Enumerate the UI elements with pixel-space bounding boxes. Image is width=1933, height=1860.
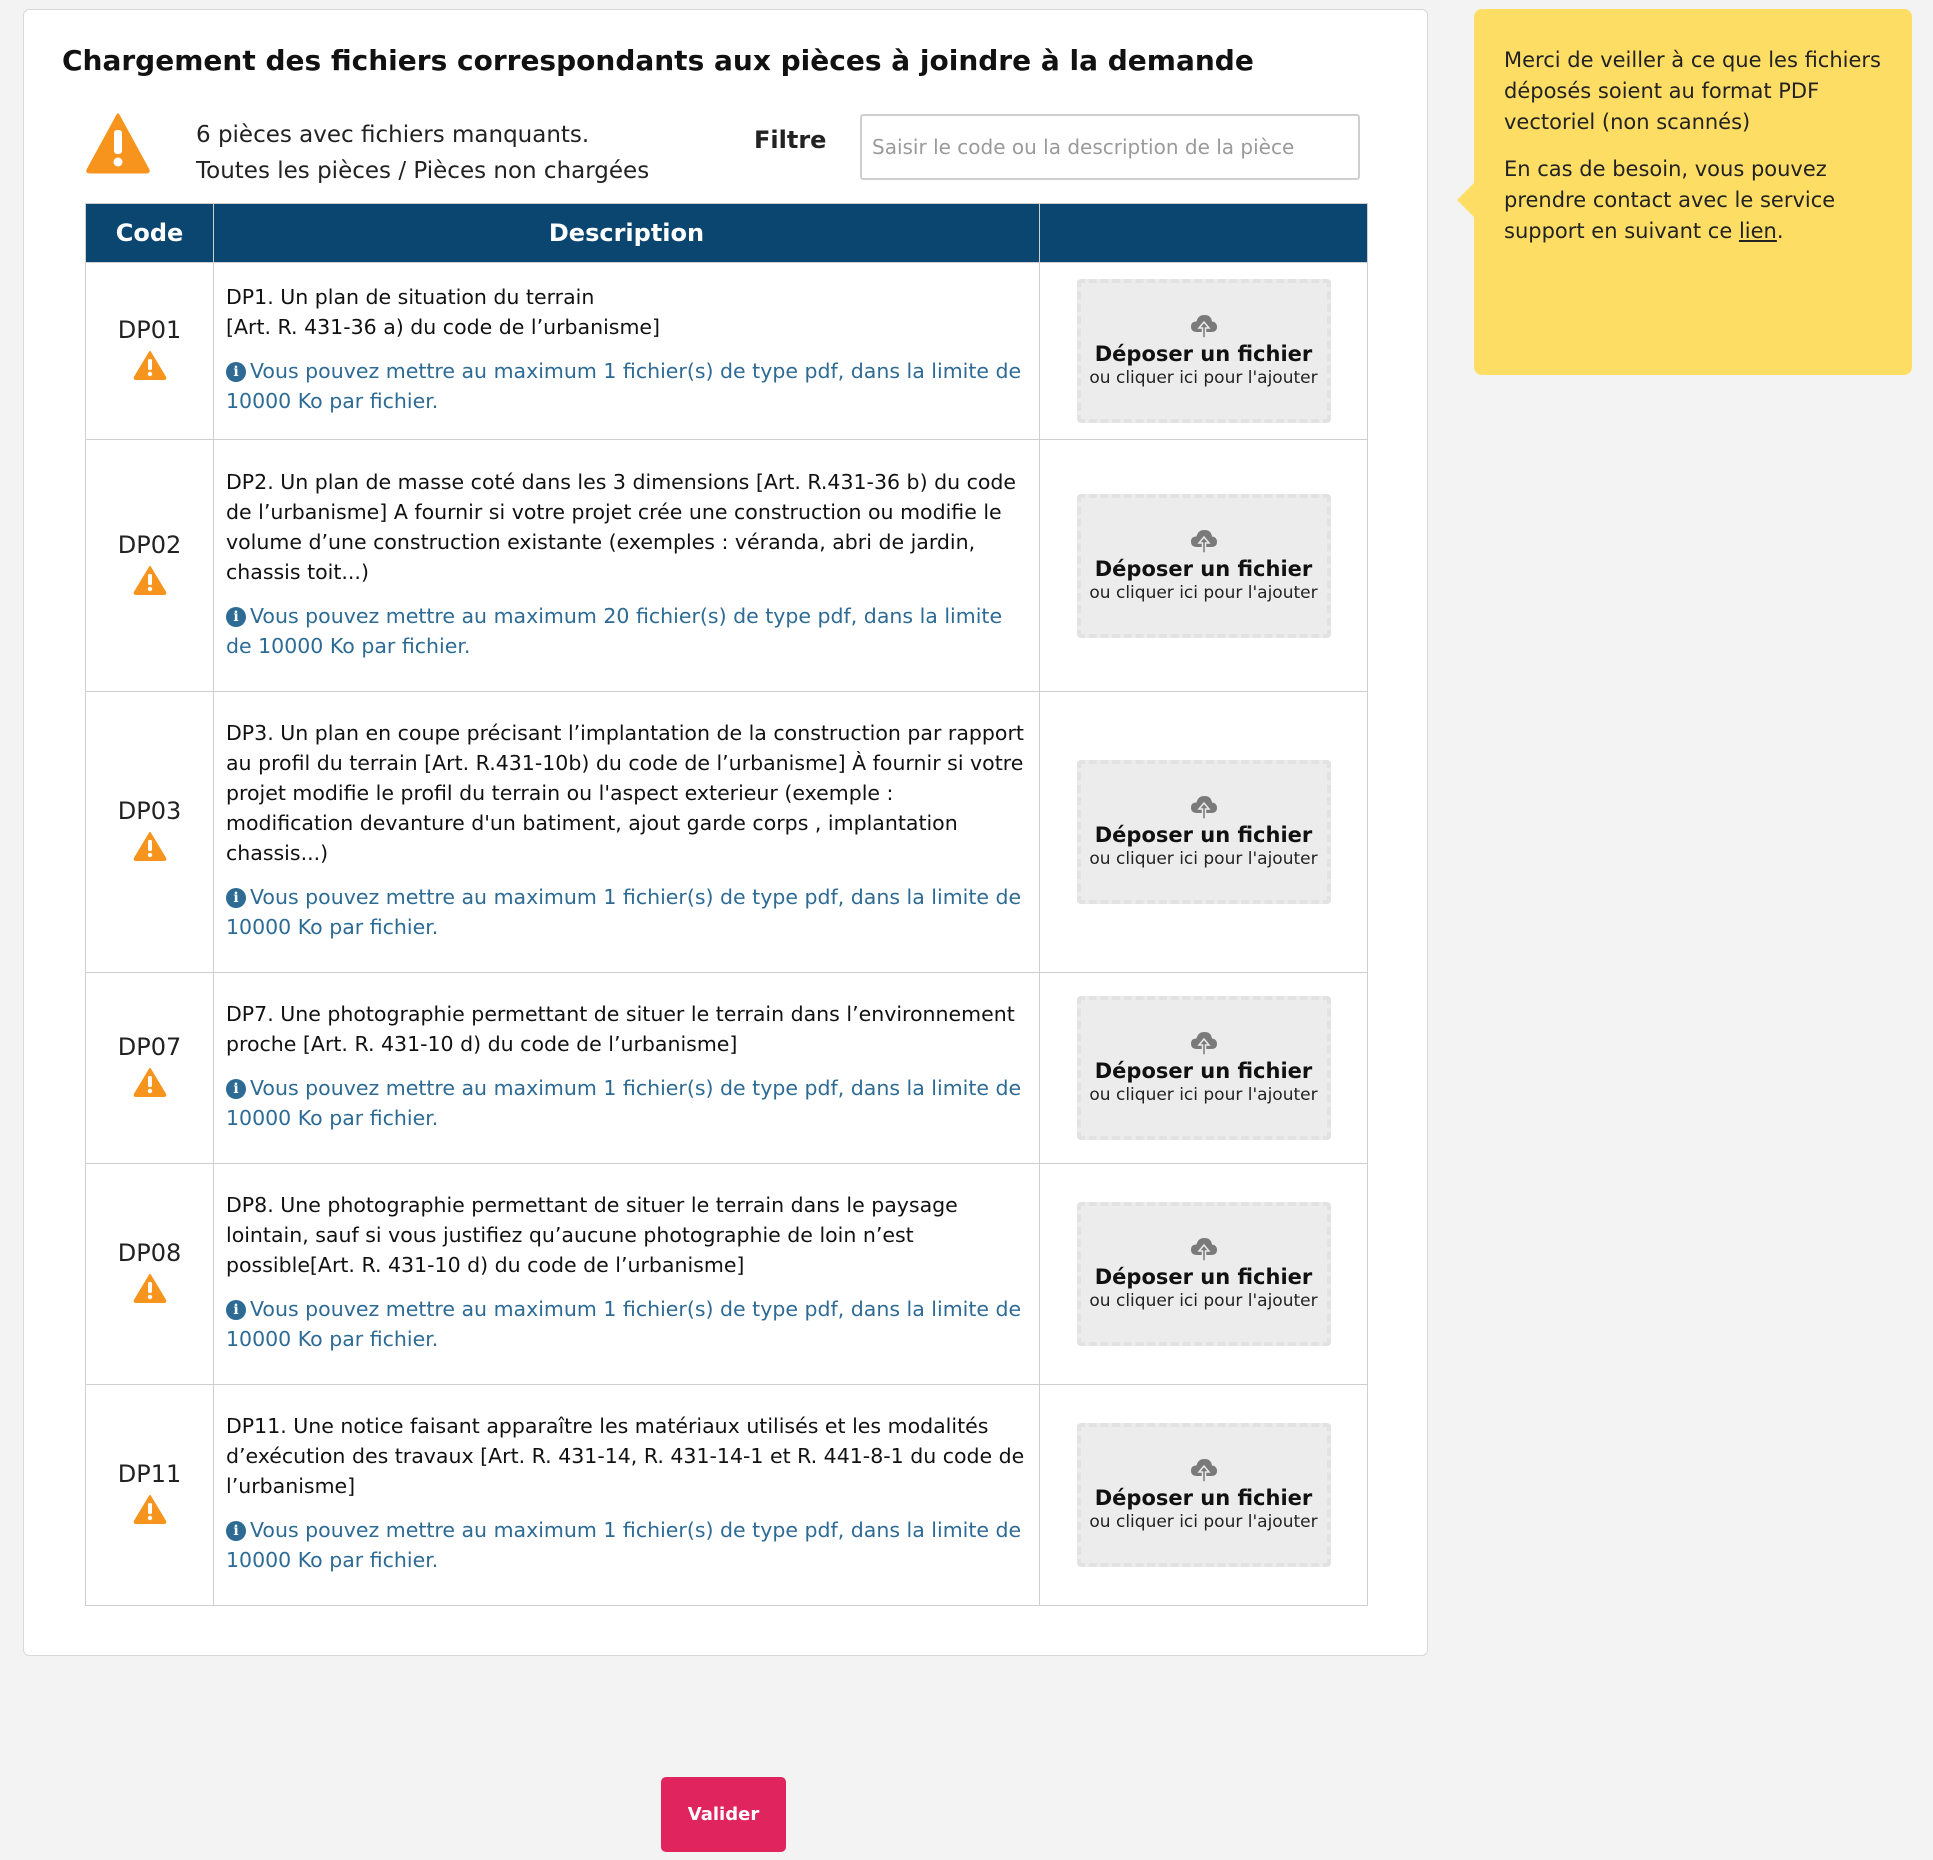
info-icon: i (226, 888, 246, 908)
piece-description-cell (214, 263, 1040, 440)
piece-code: DP03 (117, 797, 182, 825)
table-row (86, 973, 1368, 1164)
filter-label: Filtre (754, 126, 827, 154)
piece-code-cell (86, 263, 214, 440)
action-column-header (1040, 204, 1368, 263)
submit-button[interactable]: Valider (661, 1777, 786, 1852)
piece-code-cell (86, 1164, 214, 1385)
info-icon: i (226, 1300, 246, 1320)
cloud-upload-icon (1189, 794, 1219, 820)
piece-description-cell (214, 973, 1040, 1164)
piece-description-cell (214, 692, 1040, 973)
warning-icon (133, 350, 167, 380)
upload-cell (1040, 263, 1368, 440)
info-icon: i (226, 1079, 246, 1099)
piece-file-limits (226, 882, 1027, 942)
info-icon: i (226, 1521, 246, 1541)
cloud-upload-icon (1189, 313, 1219, 339)
warning-icon (133, 1494, 167, 1524)
missing-count-text: 6 pièces avec fichiers manquants. (196, 122, 590, 148)
piece-description (226, 718, 1027, 868)
upload-cell (1040, 1385, 1368, 1606)
piece-file-limits-text: Vous pouvez mettre au maximum 1 fichier(s) de type pdf, dans la limite de 10000 Ko par fichier. (226, 359, 1022, 413)
dropzone-title: Déposer un fichier (1094, 1486, 1313, 1510)
piece-description-line: DP1. Un plan de situation du terrain (226, 285, 595, 309)
piece-file-limits-text: Vous pouvez mettre au maximum 1 fichier(s) de type pdf, dans la limite de 10000 Ko par fichier. (226, 1518, 1022, 1572)
piece-description-cell (214, 1385, 1040, 1606)
dropzone-subtitle: ou cliquer ici pour l'ajouter (1089, 1085, 1318, 1105)
missing-summary (196, 117, 649, 189)
table-row (86, 692, 1368, 973)
piece-file-limits-text: Vous pouvez mettre au maximum 1 fichier(s) de type pdf, dans la limite de 10000 Ko par fichier. (226, 885, 1022, 939)
filter-input[interactable] (860, 114, 1360, 180)
piece-description-line: DP2. Un plan de masse coté dans les 3 dimensions [Art. R.431-36 b) du code de l’urbanisme] A fournir si votre projet crée une construction ou modifie le volume d’une construction existante (exemples : véranda, abri de jardin, chassis toit...) (226, 469, 1017, 584)
dropzone-subtitle: ou cliquer ici pour l'ajouter (1089, 582, 1318, 603)
piece-description-line: [Art. R. 431-36 a) du code de l’urbanisme] (226, 315, 661, 339)
piece-file-limits-text: Vous pouvez mettre au maximum 1 fichier(s) de type pdf, dans la limite de 10000 Ko par fichier. (226, 1076, 1022, 1130)
description-column-header[interactable]: Description (214, 204, 1040, 263)
page-title: Chargement des fichiers correspondants aux pièces à joindre à la demande (62, 44, 1254, 77)
dropzone-title: Déposer un fichier (1094, 1265, 1313, 1289)
upload-cell (1040, 692, 1368, 973)
piece-file-limits (226, 1073, 1027, 1133)
piece-description (226, 467, 1027, 587)
table-header-row (86, 204, 1368, 263)
piece-code: DP01 (117, 316, 182, 344)
piece-description-line: DP3. Un plan en coupe précisant l’implantation de la construction par rapport au profil du terrain [Art. R.431-10b) du code de l’urbanisme] À fournir si votre projet modifie le profil du terrain ou l'aspect exterieur (exemple : modification devanture d'un batiment, ajout garde corps , implantation chassis...) (226, 721, 1024, 865)
file-dropzone[interactable] (1077, 760, 1331, 904)
view-all-link[interactable]: Toutes les pièces (196, 158, 392, 184)
code-column-header[interactable]: Code (86, 204, 214, 263)
piece-code: DP11 (117, 1460, 182, 1488)
warning-icon (133, 831, 167, 861)
upload-cell (1040, 440, 1368, 692)
note-support-text: En cas de besoin, vous pouvez prendre contact avec le service support en suivant ce lien. (1504, 157, 1836, 243)
piece-description-cell (214, 1164, 1040, 1385)
view-switch (196, 153, 649, 189)
info-icon: i (226, 607, 246, 627)
pieces-table (85, 203, 1368, 1606)
piece-code-cell (86, 1385, 214, 1606)
file-dropzone[interactable] (1077, 1423, 1331, 1567)
file-dropzone[interactable] (1077, 1202, 1331, 1346)
dropzone-title: Déposer un fichier (1094, 342, 1313, 366)
info-icon: i (226, 362, 246, 382)
support-link[interactable]: lien (1738, 219, 1777, 243)
piece-file-limits-text: Vous pouvez mettre au maximum 1 fichier(s) de type pdf, dans la limite de 10000 Ko par fichier. (226, 1297, 1022, 1351)
piece-code: DP07 (117, 1033, 182, 1061)
piece-file-limits (226, 1515, 1027, 1575)
piece-description-cell (214, 440, 1040, 692)
piece-file-limits (226, 1294, 1027, 1354)
view-missing-link[interactable]: Pièces non chargées (413, 158, 650, 184)
upload-cell (1040, 973, 1368, 1164)
piece-code-cell (86, 692, 214, 973)
cloud-upload-icon (1189, 1030, 1219, 1056)
dropzone-title: Déposer un fichier (1094, 1059, 1313, 1083)
file-dropzone[interactable] (1077, 494, 1331, 638)
cloud-upload-icon (1189, 1236, 1219, 1262)
info-note (1474, 9, 1912, 375)
table-row (86, 440, 1368, 692)
piece-description-line: DP11. Une notice faisant apparaître les matériaux utilisés et les modalités d’exécution des travaux [Art. R. 431-14, R. 431-14-1 et R. 441-8-1 du code de l’urbanisme] (226, 1414, 1025, 1498)
piece-code-cell (86, 973, 214, 1164)
piece-description (226, 1190, 1027, 1280)
dropzone-subtitle: ou cliquer ici pour l'ajouter (1089, 1512, 1318, 1532)
view-separator: / (391, 158, 414, 184)
warning-icon (133, 565, 167, 595)
warning-icon (133, 1273, 167, 1303)
dropzone-subtitle: ou cliquer ici pour l'ajouter (1089, 368, 1318, 388)
cloud-upload-icon (1189, 528, 1219, 554)
piece-description-line: DP8. Une photographie permettant de situer le terrain dans le paysage lointain, sauf si vous justifiez qu’aucune photographie de loin n’est possible[Art. R. 431-10 d) du code de l’urbanisme] (226, 1193, 958, 1277)
piece-description-line: DP7. Une photographie permettant de situer le terrain dans l’environnement proche [Art. R. 431-10 d) du code de l’urbanisme] (226, 1002, 1015, 1056)
table-row (86, 1385, 1368, 1606)
piece-description (226, 282, 1027, 342)
upload-cell (1040, 1164, 1368, 1385)
piece-code: DP02 (117, 530, 182, 559)
warning-icon (85, 112, 151, 174)
warning-icon (133, 1067, 167, 1097)
dropzone-subtitle: ou cliquer ici pour l'ajouter (1089, 1291, 1318, 1311)
file-dropzone[interactable] (1077, 279, 1331, 423)
piece-file-limits (226, 601, 1027, 661)
piece-file-limits-text: Vous pouvez mettre au maximum 20 fichier(s) de type pdf, dans la limite de 10000 Ko par fichier. (226, 603, 1003, 658)
piece-file-limits (226, 356, 1027, 416)
note-pdf-text: Merci de veiller à ce que les fichiers déposés soient au format PDF vectoriel (non scannés) (1504, 48, 1881, 134)
file-dropzone[interactable] (1077, 996, 1331, 1140)
piece-code: DP08 (117, 1239, 182, 1267)
dropzone-subtitle: ou cliquer ici pour l'ajouter (1089, 849, 1318, 869)
dropzone-title: Déposer un fichier (1094, 823, 1313, 847)
cloud-upload-icon (1189, 1457, 1219, 1483)
pieces-card (23, 9, 1428, 1656)
piece-code-cell (86, 440, 214, 692)
table-row (86, 1164, 1368, 1385)
piece-description (226, 999, 1027, 1059)
table-row (86, 263, 1368, 440)
dropzone-title: Déposer un fichier (1094, 556, 1313, 581)
piece-description (226, 1411, 1027, 1501)
